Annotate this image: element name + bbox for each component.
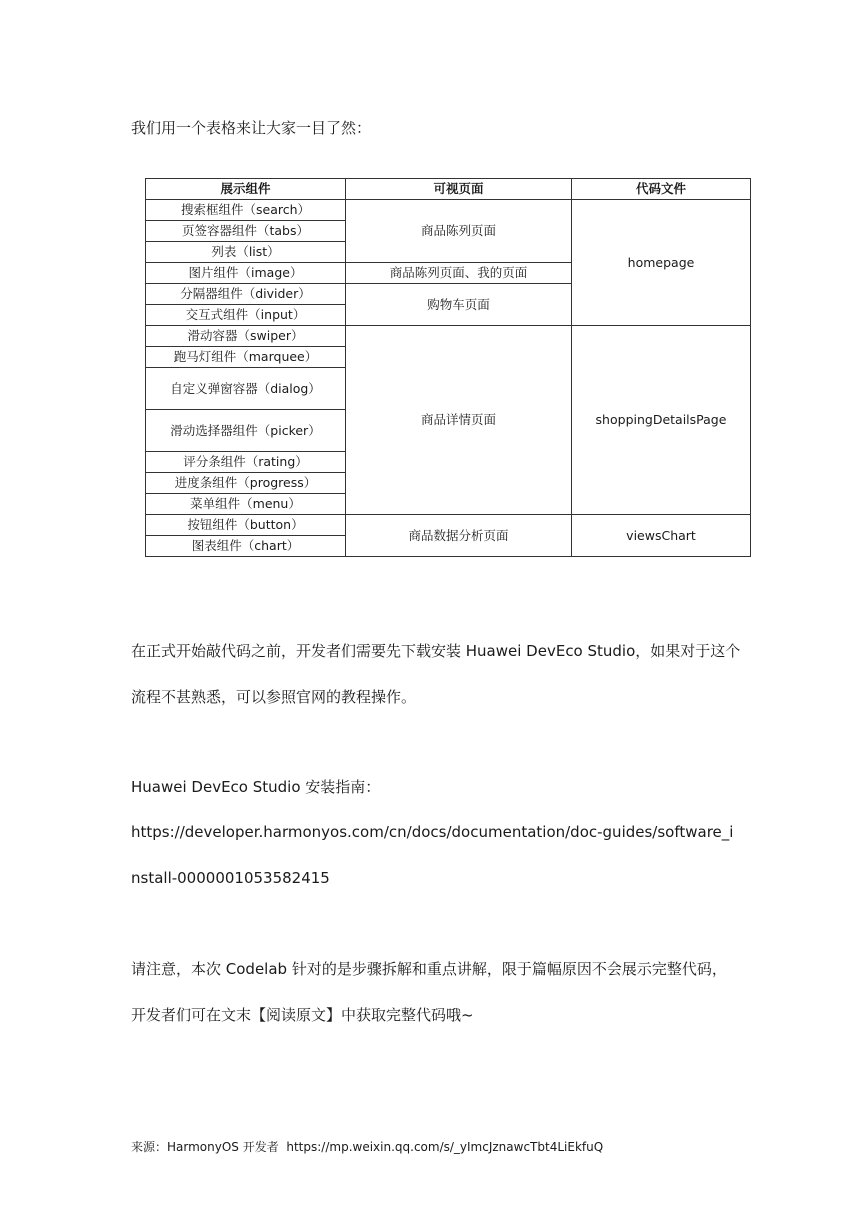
component-table bbox=[145, 178, 751, 557]
component-cell: 菜单组件（menu） bbox=[146, 494, 346, 515]
footer-label: 来源： bbox=[131, 1140, 168, 1154]
guide-url-line1[interactable]: https://developer.harmonyos.com/cn/docs/documentation/doc-guides/software_i bbox=[131, 823, 734, 841]
page-cell: 商品数据分析页面 bbox=[346, 515, 572, 557]
table-row bbox=[146, 326, 751, 347]
component-cell: 分隔器组件（divider） bbox=[146, 284, 346, 305]
table-header-row bbox=[146, 179, 751, 200]
component-cell: 交互式组件（input） bbox=[146, 305, 346, 326]
para1-line2: 流程不甚熟悉，可以参照官网的教程操作。 bbox=[131, 688, 417, 706]
component-cell: 搜索框组件（search） bbox=[146, 200, 346, 221]
component-cell: 跑马灯组件（marquee） bbox=[146, 347, 346, 368]
component-cell: 滑动选择器组件（picker） bbox=[146, 410, 346, 452]
guide-url-line2[interactable]: nstall-0000001053582415 bbox=[131, 869, 330, 887]
page-cell: 商品详情页面 bbox=[346, 326, 572, 515]
para1-line1: 在正式开始敲代码之前，开发者们需要先下载安装 Huawei DevEco Studio，如果对于这个 bbox=[131, 642, 741, 660]
component-cell: 滑动容器（swiper） bbox=[146, 326, 346, 347]
component-cell: 页签容器组件（tabs） bbox=[146, 221, 346, 242]
component-cell: 图表组件（chart） bbox=[146, 536, 346, 557]
footer-author: HarmonyOS 开发者 bbox=[167, 1140, 279, 1154]
para2-line1: 请注意，本次 Codelab 针对的是步骤拆解和重点讲解，限于篇幅原因不会展示完整代码， bbox=[131, 960, 727, 978]
para2-line2: 开发者们可在文末【阅读原文】中获取完整代码哦~ bbox=[131, 1006, 474, 1024]
file-cell: viewsChart bbox=[572, 515, 751, 557]
page-cell: 商品陈列页面、我的页面 bbox=[346, 263, 572, 284]
header-page: 可视页面 bbox=[346, 179, 572, 200]
footer-url[interactable]: https://mp.weixin.qq.com/s/_yImcJznawcTbt4LiEkfuQ bbox=[286, 1140, 604, 1154]
component-cell: 进度条组件（progress） bbox=[146, 473, 346, 494]
component-cell: 图片组件（image） bbox=[146, 263, 346, 284]
file-cell: homepage bbox=[572, 200, 751, 326]
table-row bbox=[146, 200, 751, 221]
component-cell: 按钮组件（button） bbox=[146, 515, 346, 536]
file-cell: shoppingDetailsPage bbox=[572, 326, 751, 515]
table-row bbox=[146, 515, 751, 536]
guide-title: Huawei DevEco Studio 安装指南： bbox=[131, 778, 381, 796]
header-file: 代码文件 bbox=[572, 179, 751, 200]
component-cell: 评分条组件（rating） bbox=[146, 452, 346, 473]
component-cell: 自定义弹窗容器（dialog） bbox=[146, 368, 346, 410]
source-footer bbox=[131, 1139, 603, 1155]
page-cell: 购物车页面 bbox=[346, 284, 572, 326]
component-cell: 列表（list） bbox=[146, 242, 346, 263]
intro-text: 我们用一个表格来让大家一目了然： bbox=[131, 119, 372, 137]
header-component: 展示组件 bbox=[146, 179, 346, 200]
page-cell: 商品陈列页面 bbox=[346, 200, 572, 263]
